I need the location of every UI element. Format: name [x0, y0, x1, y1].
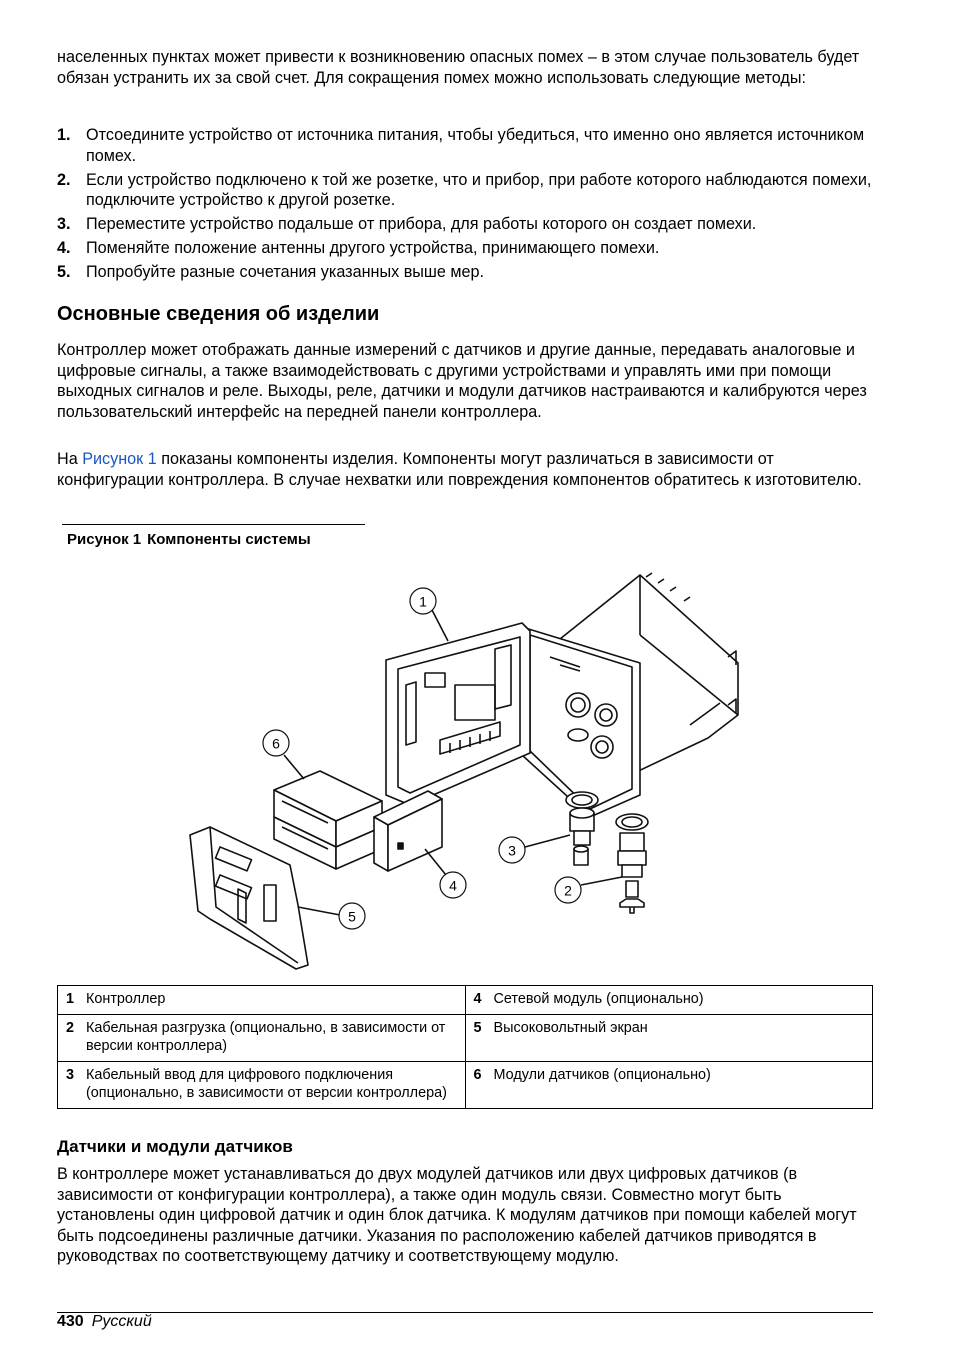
table-cell	[465, 986, 873, 1015]
callout-label: 4	[449, 877, 457, 894]
legend-number: 4	[473, 991, 482, 1007]
high-voltage-barrier	[190, 827, 308, 969]
strain-relief	[616, 814, 648, 913]
callout-label: 6	[272, 735, 280, 752]
table-cell	[58, 1015, 466, 1062]
section-title: Основные сведения об изделии	[57, 303, 380, 325]
figure-label: Рисунок 1	[67, 531, 142, 548]
figure-link[interactable]: Рисунок 1	[82, 450, 157, 468]
callout-label: 1	[419, 593, 427, 610]
legend-number: 1	[66, 991, 75, 1007]
table-cell	[58, 986, 466, 1015]
figure-title: Компоненты системы	[147, 531, 311, 548]
callout-6	[263, 730, 304, 779]
callout-label: 5	[348, 908, 356, 925]
digital-cable-gland	[566, 792, 598, 865]
network-module	[374, 791, 442, 871]
list-item-number: 5.	[57, 263, 71, 281]
callout-4	[425, 849, 466, 898]
figure-divider	[62, 524, 365, 525]
table-row	[58, 986, 873, 1015]
list-item-number: 3.	[57, 215, 71, 233]
list-item	[57, 170, 872, 211]
list-item-number: 1.	[57, 126, 71, 144]
footer-language: Русский	[91, 1313, 152, 1330]
subsection-paragraph: В контроллере может устанавливаться до двух модулей датчиков или двух цифровых датчиков (в зависимости от конфигурации контроллера), а также один модуль связи. Совместно могут быть установлены один цифровой датчик и один блок датчика. К модулям датчиков при помощи кабелей могут быть подсоединены различные датчики. Указания по расположению кабелей датчиков приводятся в руководствах по соответствующему датчику и соответствующему модулю.	[57, 1165, 857, 1265]
list-item-number: 2.	[57, 170, 71, 189]
methods-list	[57, 125, 872, 286]
table-cell	[465, 1015, 873, 1062]
section-paragraph: Контроллер может отображать данные измерений с датчиков и другие данные, передавать аналоговые и цифровые сигналы, а также взаимодействовать с другими устройствами и управлять ими при помощи выходных сигналов и реле. Выходы, реле, датчики и модули датчиков настраиваются и калибруются через пользовательский интерфейс на передней панели контроллера.	[57, 341, 867, 421]
callout-label: 2	[564, 882, 572, 899]
list-item-text: Если устройство подключено к той же розетке, что и прибор, при работе которого наблюдаются помехи, подключите устройство к другой розетке.	[86, 170, 872, 209]
list-item	[57, 262, 872, 283]
table-row	[58, 1015, 873, 1062]
callout-1	[410, 588, 448, 641]
table-cell	[465, 1062, 873, 1109]
list-item-text: Отсоедините устройство от источника питания, чтобы убедиться, что именно оно является источником помех.	[86, 126, 865, 165]
intro-paragraph: населенных пунктах может привести к возникновению опасных помех – в этом случае пользователь будет обязан устранить их за свой счет. Для сокращения помех можно использовать следующие методы:	[57, 48, 860, 87]
legend-text: Контроллер	[86, 991, 166, 1007]
legend-number: 3	[66, 1067, 75, 1083]
figure-reference-paragraph	[57, 449, 872, 490]
legend-text: Модули датчиков (опционально)	[493, 1067, 711, 1083]
list-item	[57, 238, 872, 259]
legend-number: 2	[66, 1020, 75, 1036]
subsection-title: Датчики и модули датчиков	[57, 1137, 293, 1156]
figure-legend-table	[57, 985, 873, 1109]
legend-text: Кабельный ввод для цифрового подключения (опционально, в зависимости от версии контроллера)	[86, 1067, 447, 1101]
page-footer	[57, 1313, 152, 1331]
page-number: 430	[57, 1313, 84, 1330]
list-item-text: Поменяйте положение антенны другого устройства, принимающего помехи.	[86, 239, 660, 257]
sensor-modules	[274, 771, 382, 869]
legend-number: 6	[473, 1067, 482, 1083]
callout-2	[555, 877, 622, 903]
list-item-text: Переместите устройство подальше от прибора, для работы которого он создает помехи.	[86, 215, 757, 233]
figure-ref-before: На	[57, 450, 83, 468]
footer-divider	[57, 1312, 873, 1313]
callout-3	[499, 835, 570, 863]
figure-caption	[67, 531, 311, 548]
legend-text: Сетевой модуль (опционально)	[493, 991, 704, 1007]
callout-5	[298, 903, 365, 929]
table-cell	[58, 1062, 466, 1109]
legend-text: Высоковольтный экран	[493, 1020, 648, 1036]
legend-text: Кабельная разгрузка (опционально, в зависимости от версии контроллера)	[86, 1020, 446, 1054]
list-item	[57, 214, 872, 235]
list-item-text: Попробуйте разные сочетания указанных выше мер.	[86, 263, 485, 281]
list-item	[57, 125, 872, 166]
legend-number: 5	[473, 1020, 482, 1036]
table-row	[58, 1062, 873, 1109]
system-components-illustration	[170, 565, 770, 980]
callout-label: 3	[508, 842, 516, 859]
controller-front-cover	[386, 623, 530, 805]
figure-ref-after: показаны компоненты изделия. Компоненты могут различаться в зависимости от конфигурации контроллера. В случае нехватки или повреждения компонентов обратитесь к изготовителю.	[57, 450, 862, 489]
list-item-number: 4.	[57, 239, 71, 257]
